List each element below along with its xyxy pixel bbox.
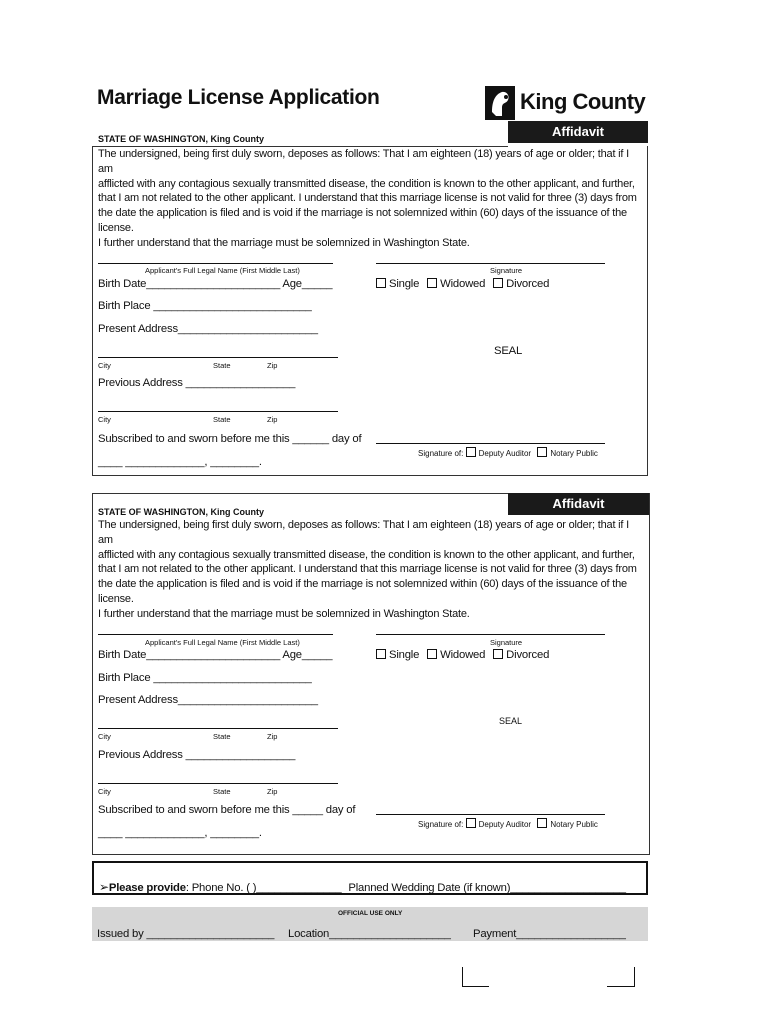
official-use-label: OFFICIAL USE ONLY [338,910,403,917]
zip-caption: Zip [267,732,278,741]
name-caption: Applicant's Full Legal Name (First Middle Last) [145,638,300,647]
corner-mark [607,986,635,987]
zip-caption: Zip [267,787,278,796]
signature-caption: Signature [490,638,523,647]
present-address-label: Present Address_______________________ [98,694,318,706]
king-county-logo-icon [482,82,518,122]
notary-public-checkbox[interactable] [537,818,547,828]
deputy-auditor-checkbox[interactable] [466,447,476,457]
state-caption: State [213,732,231,741]
birth-place-label: Birth Place __________________________ [98,300,312,312]
name-line[interactable] [98,634,333,635]
affidavit-text: The undersigned, being first duly sworn, deposes as follows: That I am eighteen (18) years of age or older; that if I am afflicted with any contagious sexually transmitted disease, the condition is known to the other applicant, and further, that I am not related to the other applicant. I understand that this marriage license is not valid for three (3) days from the date the application is filed and is void if the marriage is not solemnized within (60) days of the issuance of the license. I further understand that the marriage must be solemnized in Washington State. [98,148,637,249]
signature-line[interactable] [376,263,605,264]
corner-mark [634,967,635,987]
page-title: Marriage License Application [97,86,380,109]
zip-caption: Zip [267,415,278,424]
previous-address-label: Previous Address __________________ [98,377,296,389]
please-provide-row: ➢Please provide: Phone No. ( )______________ Planned Wedding Date (if known)___________________ [99,880,626,894]
officer-signature-line[interactable] [376,443,605,444]
birth-date-label: Birth Date______________________ Age_____ [98,649,333,661]
name-line[interactable] [98,263,333,264]
corner-mark [462,986,489,987]
marital-status[interactable]: Single Widowed Divorced [376,649,549,661]
signature-of: Signature of: Deputy Auditor Notary Public [418,820,598,829]
prev-address-line[interactable] [98,411,338,412]
affidavit-banner: Affidavit [508,121,648,143]
marital-status[interactable]: Single Widowed Divorced [376,278,549,290]
birth-date-label: Birth Date______________________ Age_____ [98,278,333,290]
deputy-auditor-checkbox[interactable] [466,818,476,828]
present-address-label: Present Address_______________________ [98,323,318,335]
phone-field[interactable]: : Phone No. ( )______________ [185,882,342,894]
state-caption: State [213,361,231,370]
signature-line[interactable] [376,634,605,635]
arrow-icon: ➢ [99,880,109,894]
signature-of: Signature of: Deputy Auditor Notary Public [418,449,598,458]
name-caption: Applicant's Full Legal Name (First Middle Last) [145,266,300,275]
birth-place-label: Birth Place __________________________ [98,672,312,684]
wedding-date-field[interactable]: Planned Wedding Date (if known)___________________ [348,882,626,894]
city-caption: City [98,415,111,424]
divorced-checkbox[interactable] [493,278,503,288]
state-caption: State [213,415,231,424]
previous-address-label: Previous Address __________________ [98,749,296,761]
subscribed-label: Subscribed to and sworn before me this _____ day of [98,804,356,816]
logo-text: King County [520,89,646,114]
city-caption: City [98,732,111,741]
zip-caption: Zip [267,361,278,370]
divorced-checkbox[interactable] [493,649,503,659]
state-line: STATE OF WASHINGTON, King County [98,134,264,144]
officer-signature-line[interactable] [376,814,605,815]
seal-label: SEAL [499,716,523,726]
prev-address-line[interactable] [98,783,338,784]
seal-label: SEAL [494,345,523,357]
single-checkbox[interactable] [376,278,386,288]
state-line: STATE OF WASHINGTON, King County [98,507,264,517]
affidavit-text: The undersigned, being first duly sworn, deposes as follows: That I am eighteen (18) years of age or older; that if I am afflicted with any contagious sexually transmitted disease, the condition is known to the other applicant, and further, that I am not related to the other applicant. I understand that this marriage license is not valid for three (3) days from the date the application is filed and is void if the marriage is not solemnized within (60) days of the issuance of the license. I further understand that the marriage must be solemnized in Washington State. [98,519,637,620]
single-checkbox[interactable] [376,649,386,659]
notary-public-checkbox[interactable] [537,447,547,457]
widowed-checkbox[interactable] [427,278,437,288]
corner-mark [462,967,463,987]
affidavit-banner: Affidavit [508,493,649,515]
city-caption: City [98,787,111,796]
city-caption: City [98,361,111,370]
payment-field[interactable]: Payment__________________ [473,928,626,940]
address-line[interactable] [98,357,338,358]
issued-by-field[interactable]: Issued by _____________________ [97,928,275,940]
date-line: ____ _____________, ________. [98,456,262,468]
date-line: ____ _____________, ________. [98,827,262,839]
location-field[interactable]: Location____________________ [288,928,451,940]
signature-caption: Signature [490,266,523,275]
widowed-checkbox[interactable] [427,649,437,659]
address-line[interactable] [98,728,338,729]
state-caption: State [213,787,231,796]
subscribed-label: Subscribed to and sworn before me this ______ day of [98,433,362,445]
